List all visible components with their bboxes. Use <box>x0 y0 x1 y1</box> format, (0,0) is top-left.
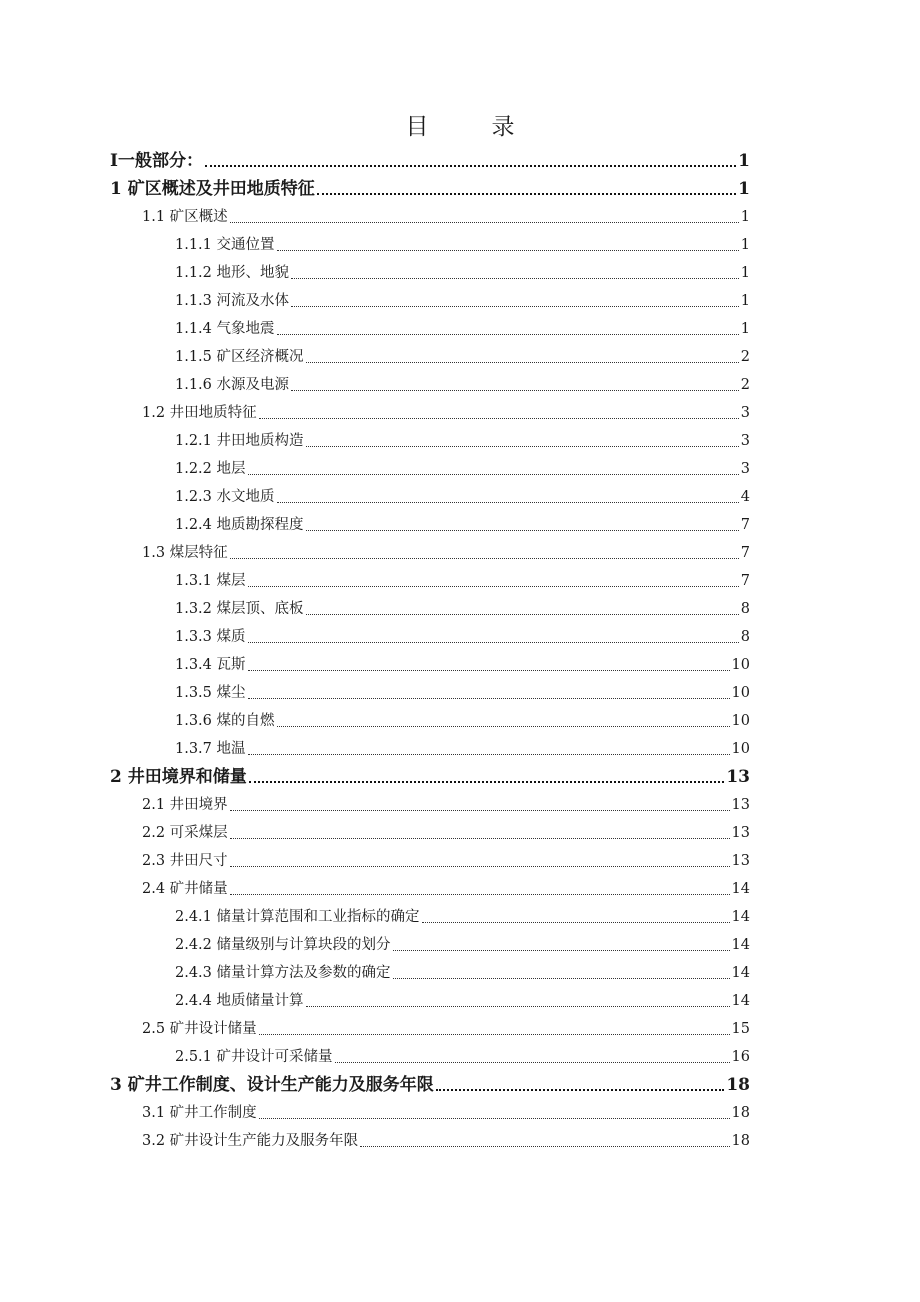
toc-entry[interactable] <box>175 374 750 396</box>
toc-dot-leader <box>436 1074 725 1096</box>
toc-dot-leader <box>360 1130 729 1152</box>
toc-entry[interactable] <box>142 206 750 228</box>
toc-dot-leader <box>248 570 739 592</box>
toc-entry-label: 1.1 矿区概述 <box>142 209 228 225</box>
toc-entry[interactable] <box>175 234 750 256</box>
toc-entry-page-number: 13 <box>731 797 750 813</box>
toc-entry-label: 3.1 矿井工作制度 <box>142 1105 257 1121</box>
toc-entry[interactable] <box>175 318 750 340</box>
toc-dot-leader <box>306 430 739 452</box>
toc-entry-page-number: 1 <box>740 265 750 281</box>
toc-dot-leader <box>230 206 739 228</box>
toc-entry-page-number: 10 <box>731 741 750 757</box>
toc-entry-label: 2 井田境界和储量 <box>110 767 247 787</box>
toc-entry-page-number: 1 <box>740 293 750 309</box>
toc-entry-page-number: 1 <box>740 321 750 337</box>
toc-dot-leader <box>393 962 730 984</box>
toc-entry[interactable] <box>175 1046 750 1068</box>
toc-entry[interactable] <box>142 878 750 900</box>
toc-dot-leader <box>259 1102 730 1124</box>
toc-dot-leader <box>277 318 739 340</box>
toc-entry-label: 2.3 井田尺寸 <box>142 853 228 869</box>
toc-dot-leader <box>291 374 739 396</box>
toc-dot-leader <box>230 542 739 564</box>
toc-entry[interactable] <box>175 570 750 592</box>
toc-entry[interactable] <box>175 962 750 984</box>
toc-entry[interactable] <box>175 906 750 928</box>
toc-entry-page-number: 14 <box>731 909 750 925</box>
toc-entry[interactable] <box>110 1074 750 1096</box>
toc-entry-page-number: 3 <box>740 461 750 477</box>
toc-entry-label: 2.4.3 储量计算方法及参数的确定 <box>175 965 391 981</box>
toc-entry-page-number: 14 <box>731 937 750 953</box>
toc-entry-label: 1.3.7 地温 <box>175 741 246 757</box>
toc-entry[interactable] <box>175 710 750 732</box>
toc-entry-page-number: 7 <box>740 545 750 561</box>
toc-entry-page-number: 1 <box>738 179 750 199</box>
toc-dot-leader <box>248 626 739 648</box>
toc-entry-label: 3 矿井工作制度、设计生产能力及服务年限 <box>110 1075 434 1095</box>
toc-entry-page-number: 14 <box>731 993 750 1009</box>
toc-entry-label: 3.2 矿井设计生产能力及服务年限 <box>142 1133 359 1149</box>
toc-dot-leader <box>230 850 730 872</box>
toc-entry-page-number: 2 <box>740 349 750 365</box>
toc-entry[interactable] <box>175 262 750 284</box>
toc-entry-label: 1.2 井田地质特征 <box>142 405 257 421</box>
toc-entry-label: 2.4.1 储量计算范围和工业指标的确定 <box>175 909 420 925</box>
toc-entry[interactable] <box>142 1018 750 1040</box>
toc-entry[interactable] <box>175 990 750 1012</box>
toc-entry-page-number: 8 <box>740 601 750 617</box>
toc-dot-leader <box>317 178 736 200</box>
toc-entry-label: 1.2.2 地层 <box>175 461 246 477</box>
toc-entry[interactable] <box>142 850 750 872</box>
toc-entry[interactable] <box>110 766 750 788</box>
toc-entry-label: 1.3 煤层特征 <box>142 545 228 561</box>
toc-entry-page-number: 10 <box>731 685 750 701</box>
toc-entry-label: 2.4.4 地质储量计算 <box>175 993 304 1009</box>
toc-dot-leader <box>306 514 739 536</box>
toc-entry-label: 1.3.6 煤的自燃 <box>175 713 275 729</box>
toc-entry-page-number: 2 <box>740 377 750 393</box>
toc-dot-leader <box>230 878 730 900</box>
toc-entry-label: 1.1.6 水源及电源 <box>175 377 290 393</box>
toc-dot-leader <box>248 738 730 760</box>
toc-dot-leader <box>259 1018 730 1040</box>
toc-dot-leader <box>306 598 739 620</box>
toc-entry-page-number: 15 <box>731 1021 750 1037</box>
toc-dot-leader <box>259 402 739 424</box>
toc-entry[interactable] <box>175 934 750 956</box>
toc-entry[interactable] <box>110 150 750 172</box>
toc-entry-label: 1.1.2 地形、地貌 <box>175 265 290 281</box>
toc-entry-label: 1.3.5 煤尘 <box>175 685 246 701</box>
toc-entry[interactable] <box>175 290 750 312</box>
toc-entry[interactable] <box>175 738 750 760</box>
toc-entry-label: 2.5.1 矿井设计可采储量 <box>175 1049 333 1065</box>
toc-entry-page-number: 3 <box>740 405 750 421</box>
toc-entry-page-number: 10 <box>731 657 750 673</box>
toc-entry[interactable] <box>142 402 750 424</box>
toc-dot-leader <box>306 990 730 1012</box>
toc-entry-label: 1.3.2 煤层顶、底板 <box>175 601 304 617</box>
toc-entry[interactable] <box>175 458 750 480</box>
toc-entry-label: 2.2 可采煤层 <box>142 825 228 841</box>
toc-entry-label: 1.3.3 煤质 <box>175 629 246 645</box>
toc-entry[interactable] <box>175 514 750 536</box>
toc-entry-label: 2.1 井田境界 <box>142 797 228 813</box>
toc-entry[interactable] <box>175 430 750 452</box>
toc-entry-label: 1.2.3 水文地质 <box>175 489 275 505</box>
toc-dot-leader <box>230 822 730 844</box>
toc-dot-leader <box>249 766 725 788</box>
toc-entry[interactable] <box>175 346 750 368</box>
toc-entry-label: 2.5 矿井设计储量 <box>142 1021 257 1037</box>
toc-entry-label: 2.4.2 储量级别与计算块段的划分 <box>175 937 391 953</box>
toc-dot-leader <box>248 682 730 704</box>
toc-entry[interactable] <box>175 598 750 620</box>
toc-dot-leader <box>291 262 739 284</box>
toc-title: 目 录 <box>405 114 535 140</box>
toc-dot-leader <box>277 710 730 732</box>
toc-entry-page-number: 10 <box>731 713 750 729</box>
toc-entry-label: 1.2.4 地质勘探程度 <box>175 517 304 533</box>
toc-entry[interactable] <box>175 682 750 704</box>
toc-entry-page-number: 18 <box>731 1105 750 1121</box>
toc-entry[interactable] <box>142 542 750 564</box>
toc-entry-page-number: 7 <box>740 517 750 533</box>
toc-dot-leader <box>335 1046 730 1068</box>
toc-entry[interactable] <box>142 1102 750 1124</box>
toc-entry-page-number: 1 <box>738 151 750 171</box>
toc-entry-label: Ⅰ一般部分： <box>110 151 203 171</box>
toc-entry[interactable] <box>142 822 750 844</box>
toc-dot-leader <box>248 654 730 676</box>
toc-dot-leader <box>306 346 739 368</box>
toc-dot-leader <box>205 150 736 172</box>
toc-entry[interactable] <box>175 654 750 676</box>
toc-entry-page-number: 13 <box>731 853 750 869</box>
toc-entry-page-number: 14 <box>731 881 750 897</box>
toc-entry[interactable] <box>110 178 750 200</box>
toc-entry-page-number: 18 <box>726 1075 750 1095</box>
toc-entry-page-number: 3 <box>740 433 750 449</box>
toc-entry[interactable] <box>142 794 750 816</box>
toc-dot-leader <box>291 290 739 312</box>
toc-dot-leader <box>248 458 739 480</box>
toc-entry[interactable] <box>142 1130 750 1152</box>
toc-entry-label: 1.1.3 河流及水体 <box>175 293 290 309</box>
toc-entry-label: 1 矿区概述及井田地质特征 <box>110 179 315 199</box>
toc-dot-leader <box>277 486 739 508</box>
toc-dot-leader <box>230 794 730 816</box>
toc-dot-leader <box>277 234 739 256</box>
toc-entry-page-number: 8 <box>740 629 750 645</box>
toc-entry-label: 1.3.1 煤层 <box>175 573 246 589</box>
toc-dot-leader <box>422 906 730 928</box>
toc-entry-label: 1.1.4 气象地震 <box>175 321 275 337</box>
toc-entry[interactable] <box>175 626 750 648</box>
toc-entry-page-number: 18 <box>731 1133 750 1149</box>
toc-entry-label: 1.1.5 矿区经济概况 <box>175 349 304 365</box>
toc-entry-label: 1.1.1 交通位置 <box>175 237 275 253</box>
toc-dot-leader <box>393 934 730 956</box>
toc-entry-page-number: 4 <box>740 489 750 505</box>
toc-entry-page-number: 1 <box>740 209 750 225</box>
toc-entry-label: 1.2.1 井田地质构造 <box>175 433 304 449</box>
toc-entry-page-number: 13 <box>731 825 750 841</box>
toc-entry-page-number: 13 <box>726 767 750 787</box>
toc-entry-page-number: 7 <box>740 573 750 589</box>
toc-entry-page-number: 1 <box>740 237 750 253</box>
toc-entry-page-number: 16 <box>731 1049 750 1065</box>
toc-entry-label: 1.3.4 瓦斯 <box>175 657 246 673</box>
toc-entry[interactable] <box>175 486 750 508</box>
toc-entry-page-number: 14 <box>731 965 750 981</box>
toc-entry-label: 2.4 矿井储量 <box>142 881 228 897</box>
